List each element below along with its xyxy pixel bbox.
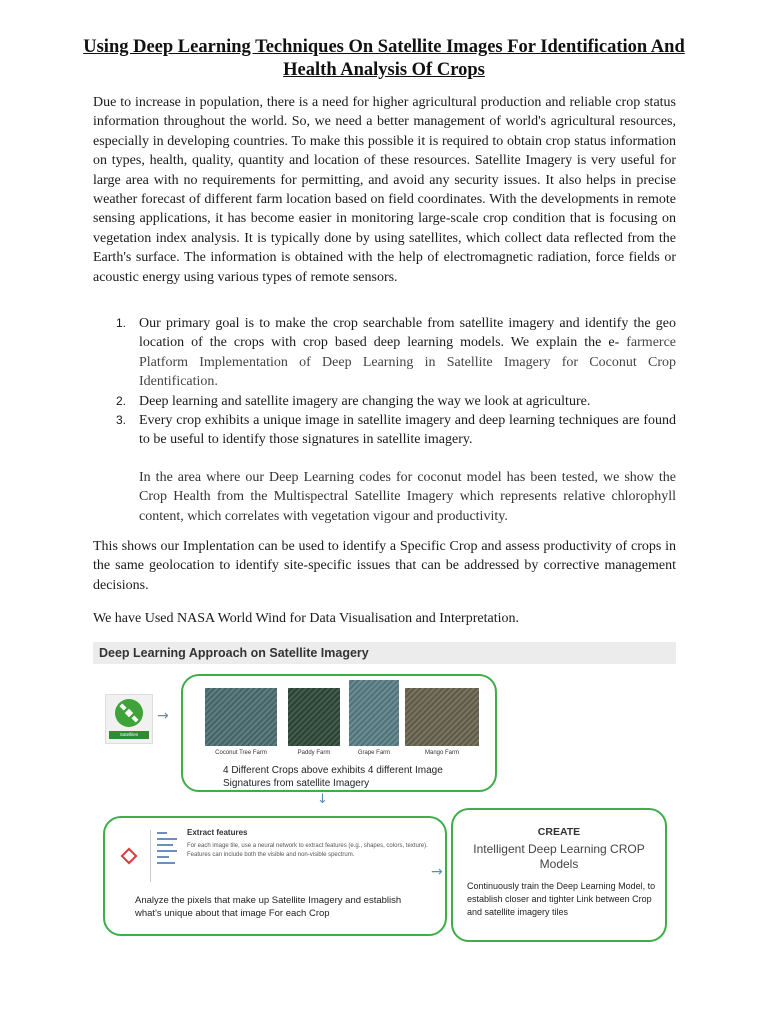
extract-title: Extract features [187, 828, 248, 837]
create-heading: CREATE [537, 826, 581, 838]
intro-paragraph: Due to increase in population, there is a need for higher agricultural production and reliable crop status information throughout the world. So, we need a better management of world's agricultural resources, especially in developing countries. To make this possible it is required to obtain crop status information on types, health, quality, quantity and location of these resources. Satellite Imagery is very useful for large area with no requirements for permitting, and avoid any security issues. It also helps in precise weather forecast of different farm location based on field coordinates. With the developments in remote sensing applications, it has become easier in monitoring large-scale crop condition that is focusing on vegetation index analysis. It is typically done by using satellites, which collect data reflected from the Earth's surface. The information is obtained with the help of electromagnetic radiation, force fields or acoustic energy using various types of remote sensors. [93, 95, 676, 285]
crop-caption: Mango Farm [424, 750, 459, 756]
list-item-text-extra: farmerce Platform Implementation of Deep Learning in Satellite Imagery for Coconut Crop Identification. [139, 335, 676, 390]
list-item [93, 411, 676, 450]
mango-farm-image [405, 688, 479, 746]
list-number: 2. [116, 393, 127, 408]
document-lines-icon [157, 832, 179, 880]
list-number: 3. [116, 413, 127, 428]
list-item-text: Our primary goal is to make the crop searchable from satellite imagery and identify the geo location of the crops with crop based deep learning models. We explain the e- [139, 316, 676, 351]
analyze-text: Analyze the pixels that make up Satellite Imagery and establish what's unique about that image For each Crop [135, 895, 402, 919]
list-number: 1. [116, 316, 127, 330]
extract-box [103, 816, 447, 936]
diamond-icon [121, 848, 138, 865]
satellite-card [105, 694, 153, 744]
paddy-farm-image [288, 688, 340, 746]
coconut-paragraph: In the area where our Deep Learning codes for coconut model has been tested, we show the Crop Health from the Multispectral Satellite Imagery which represents relative chlorophyll content, which correlates with vegetation vigour and productivity. [139, 470, 676, 524]
goals-list [93, 314, 676, 450]
crop-caption: Coconut Tree Farm [215, 750, 267, 756]
crops-caption: 4 Different Crops above exhibits 4 different Image Signatures from satellite Imagery [223, 765, 443, 789]
crop-caption: Grape Farm [357, 750, 391, 756]
figure-header: Deep Learning Approach on Satellite Imagery [93, 642, 676, 664]
implementation-paragraph: This shows our Implentation can be used to identify a Specific Crop and assess productivity of crops in the same geolocation to identify site-specific issues that can be addressed by corrective management decisions. [93, 539, 676, 593]
arrow-right-icon: → [431, 864, 443, 880]
create-description: Continuously train the Deep Learning Model, to establish closer and tighter Link between Crop and satellite imagery tiles [467, 881, 656, 917]
grape-farm-image [349, 680, 399, 746]
satellite-label: Satellites [109, 731, 149, 739]
crops-box [181, 674, 497, 792]
arrow-right-icon: → [157, 708, 169, 724]
create-box [451, 808, 667, 942]
document-title: Using Deep Learning Techniques On Satellite Images For Identification And Health Analysis Of Crops [83, 37, 685, 80]
list-item [93, 314, 676, 392]
list-item-text: Every crop exhibits a unique image in satellite imagery and deep learning techniques are found to be useful to identify those signatures in satellite imagery. [139, 413, 676, 448]
arrow-down-icon: ↓ [317, 792, 328, 807]
create-subtitle: Intelligent Deep Learning CROP Models [473, 842, 645, 871]
crop-caption: Paddy Farm [297, 750, 331, 756]
list-item [93, 392, 676, 411]
coconut-farm-image [205, 688, 277, 746]
extract-description: For each image tile, use a neural network to extract features (e.g., shapes, colors, texture). Features can include both the visible and non-visible spectrum. [187, 843, 428, 858]
approach-figure [93, 642, 676, 952]
satellite-icon [115, 699, 143, 727]
divider [150, 830, 151, 882]
list-item-text: Deep learning and satellite imagery are changing the way we look at agriculture. [139, 393, 591, 409]
nasa-paragraph: We have Used NASA World Wind for Data Visualisation and Interpretation. [93, 611, 519, 626]
